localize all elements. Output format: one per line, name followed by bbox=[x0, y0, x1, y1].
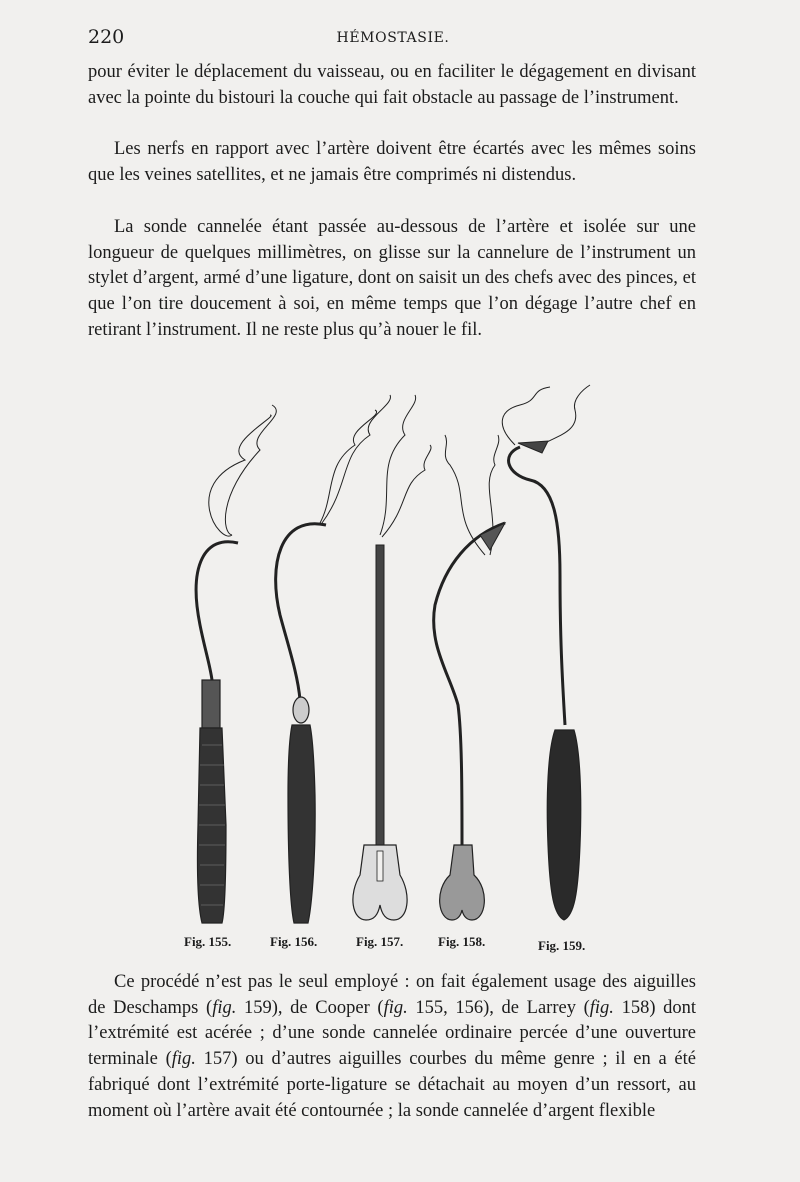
caption-fig-157: Fig. 157. bbox=[356, 934, 404, 949]
fig-reference: fig. bbox=[589, 997, 614, 1018]
fig-158-needle bbox=[434, 435, 505, 920]
fig-reference: fig. bbox=[383, 997, 408, 1018]
text-segment: 158) dont l’extrémité est acérée ; d’une sonde cannelée ordinaire percée d’une ouverture terminale ( bbox=[88, 997, 697, 1070]
surgical-needles-figure bbox=[150, 375, 670, 935]
caption-fig-156: Fig. 156. bbox=[270, 934, 318, 949]
fig-159-needle bbox=[502, 385, 590, 920]
text-segment: 155, 156), de Larrey ( bbox=[407, 997, 590, 1018]
text-segment: 157) ou d’autres aiguilles courbes du même genre ; il en a été fabriqué dont l’extrémité porte-ligature se détachait au moyen d’un ressort, au moment où l’artère avait été contournée ; la sonde cannelée d’argent flexible bbox=[88, 1049, 696, 1121]
caption-fig-158: Fig. 158. bbox=[438, 934, 486, 949]
running-title: HÉMOSTASIE. bbox=[336, 30, 450, 46]
text-segment: Ce procédé n’est pas le seul employé : on fait également usage des aiguilles de Deschamps ( bbox=[88, 972, 696, 1018]
paragraph-continuation: pour éviter le déplacement du vaisseau, ou en faciliter le dégagement en divisant avec la pointe du bistouri la couche qui fait obstacle au passage de l’instrument. bbox=[88, 62, 696, 108]
text-segment: 159), de Cooper ( bbox=[236, 997, 384, 1018]
page-number: 220 bbox=[88, 26, 125, 48]
paragraph-nerves: Les nerfs en rapport avec l’artère doivent être écartés avec les mêmes soins que les veines satellites, et ne jamais être comprimés ni distendus. bbox=[88, 139, 696, 185]
page-header bbox=[88, 24, 698, 54]
fig-reference: fig. bbox=[171, 1049, 196, 1070]
fig-156-needle bbox=[276, 395, 391, 923]
fig-157-grooved-probe bbox=[353, 395, 431, 920]
paragraph-procedures bbox=[88, 970, 696, 1124]
paragraph-grooved-probe: La sonde cannelée étant passée au-dessous de l’artère et isolée sur une longueur de quelques millimètres, on glisse sur la cannelure de l’instrument un stylet d’argent, armé d’une ligature, dont on saisit un des chefs avec des pinces, et que l’on tire doucement à soi, en même temps que l’on dégage l’autre chef en retirant l’instrument. Il ne reste plus qu’à nouer le fil. bbox=[88, 217, 696, 340]
caption-fig-155: Fig. 155. bbox=[184, 934, 232, 949]
caption-fig-159: Fig. 159. bbox=[538, 938, 586, 953]
fig-155-needle bbox=[196, 405, 276, 923]
figure-illustration bbox=[150, 375, 670, 935]
fig-reference: fig. bbox=[212, 997, 237, 1018]
